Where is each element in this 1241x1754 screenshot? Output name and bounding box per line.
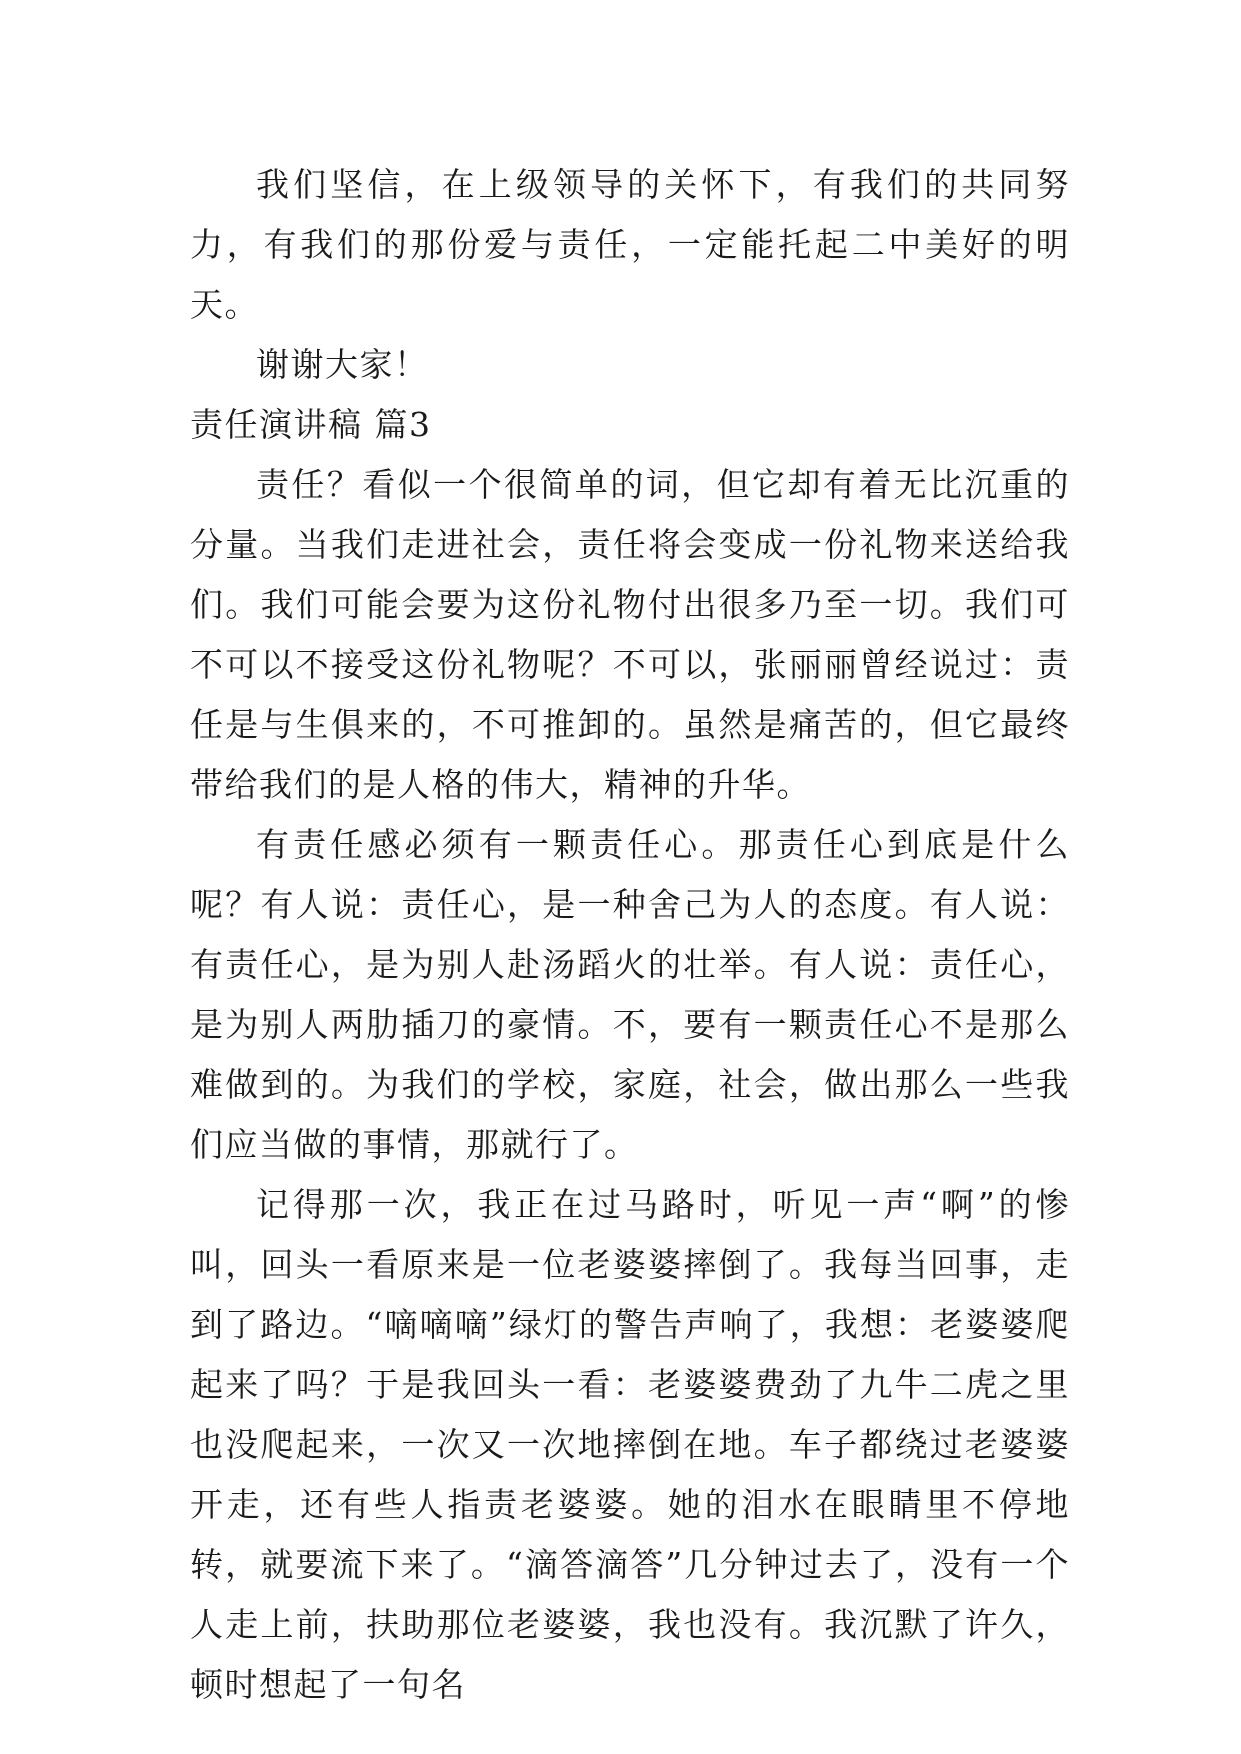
section-heading: 责任演讲稿 篇3 — [190, 405, 432, 444]
paragraph-story: 记得那一次，我正在过马路时，听见一声“啊”的惨叫，回头一看原来是一位老婆婆摔倒了。我每当回事，走到了路边。“嘀嘀嘀”绿灯的警告声响了，我想：老婆婆爬起来了吗？于是我回头一看：老婆婆费劲了九牛二虎之里也没爬起来，一次又一次地摔倒在地。车子都绕过老婆婆开走，还有些人指责老婆婆。她的泪水在眼睛里不停地转，就要流下来了。“滴答滴答”几分钟过去了，没有一个人走上前，扶助那位老婆婆，我也没有。我沉默了许久，顿时想起了一句名 — [190, 1185, 1070, 1704]
paragraph-responsibility-intro: 责任？看似一个很简单的词，但它却有着无比沉重的分量。当我们走进社会，责任将会变成一份礼物来送给我们。我们可能会要为这份礼物付出很多乃至一切。我们可不可以不接受这份礼物呢？不可以，张丽丽曾经说过：责任是与生俱来的，不可推卸的。虽然是痛苦的，但它最终带给我们的是人格的伟大，精神的升华。 — [190, 465, 1070, 804]
paragraph-responsibility-heart: 有责任感必须有一颗责任心。那责任心到底是什么呢？有人说：责任心，是一种舍己为人的态度。有人说：有责任心，是为别人赴汤蹈火的壮举。有人说：责任心，是为别人两肋插刀的豪情。不，要有一颗责任心不是那么难做到的。为我们的学校，家庭，社会，做出那么一些我们应当做的事情，那就行了。 — [190, 825, 1070, 1164]
paragraph-closing-statement: 我们坚信，在上级领导的关怀下，有我们的共同努力，有我们的那份爱与责任，一定能托起二中美好的明天。 — [190, 165, 1070, 324]
document-body — [190, 155, 1070, 1715]
paragraph-thanks: 谢谢大家！ — [256, 345, 429, 384]
